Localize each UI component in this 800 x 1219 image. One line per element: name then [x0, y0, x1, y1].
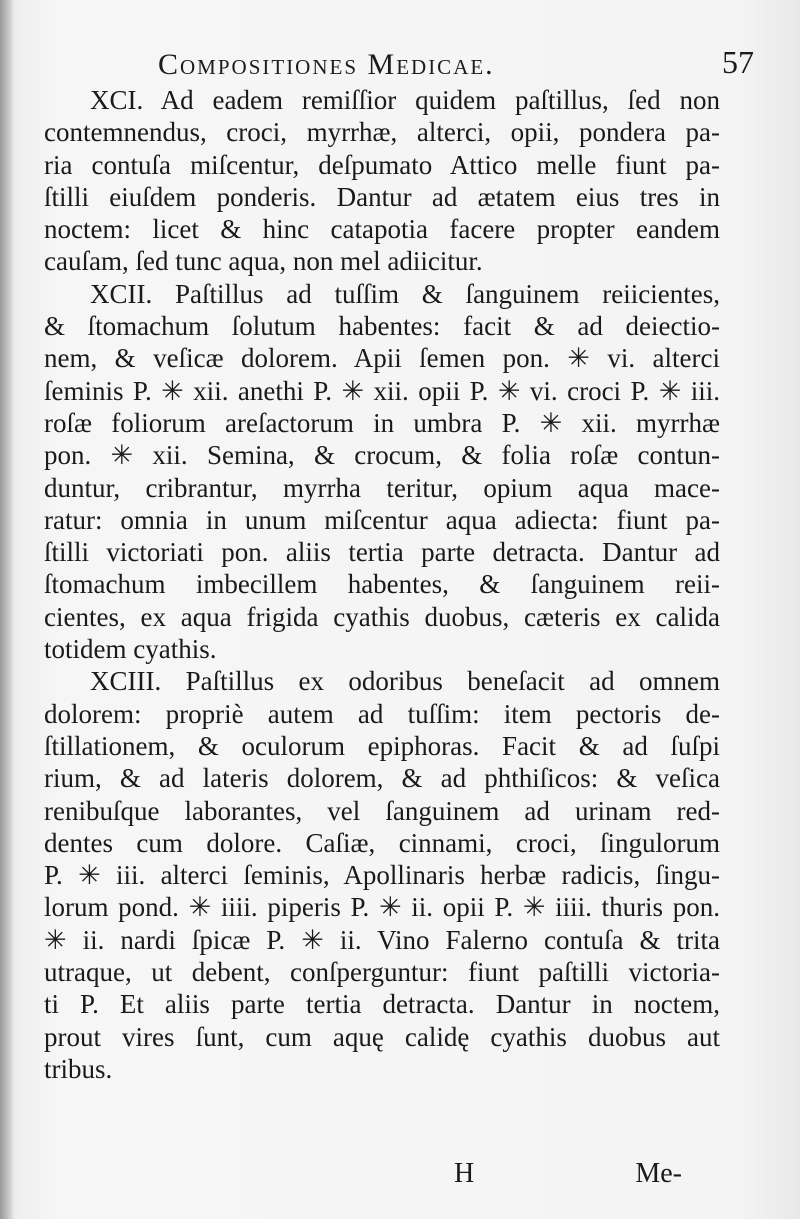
text-line: renibuſque laborantes, vel ſanguinem ad urinam red- — [44, 795, 720, 826]
main-text-block — [44, 84, 720, 1085]
text-line: tribus. — [44, 1053, 113, 1084]
text-line: & ſtomachum ſolutum habentes: facit & ad deiectio- — [44, 311, 720, 342]
text-line: ratur: omnia in unum miſcentur aqua adiecta: fiunt pa- — [44, 504, 720, 535]
text-line: lorum pond. ✳ iiii. piperis P. ✳ ii. opii P. ✳ iiii. thuris pon. — [44, 892, 720, 923]
text-line: ſtomachum imbecillem habentes, & ſanguinem reii- — [44, 569, 720, 600]
text-line: ſtilli eiuſdem ponderis. Dantur ad ætatem eius tres in — [44, 181, 720, 212]
text-line: cientes, ex aqua frigida cyathis duobus, cæteris ex calida — [44, 601, 720, 632]
page-footer — [94, 1158, 682, 1192]
page-header — [40, 42, 760, 82]
text-line: ſtillationem, & oculorum epiphoras. Facit & ad ſuſpi — [44, 730, 720, 761]
text-line: P. ✳ iii. alterci ſeminis, Apollinaris herbæ radicis, ſingu- — [44, 860, 720, 891]
page-number: 57 — [722, 44, 754, 80]
running-title: Compositiones Medicae. — [158, 48, 495, 81]
text-line: XCIII. Paſtillus ex odoribus beneſacit ad omnem — [90, 666, 720, 697]
text-line: dolorem: propriè autem ad tuſſim: item pectoris de- — [44, 698, 720, 729]
gutter-shadow — [0, 0, 14, 1219]
text-line: duntur, cribrantur, myrrha teritur, opium aqua mace- — [44, 472, 720, 503]
text-line: rium, & ad lateris dolorem, & ad phthiſicos: & veſica — [44, 763, 720, 794]
text-line: ſeminis P. ✳ xii. anethi P. ✳ xii. opii P. ✳ vi. croci P. ✳ iii. — [44, 375, 720, 406]
text-line: XCII. Paſtillus ad tuſſim & ſanguinem reiicientes, — [90, 278, 720, 309]
text-line: dentes cum dolore. Caſiæ, cinnami, croci, ſingulorum — [44, 827, 720, 858]
text-line: XCI. Ad eadem remiſſior quidem paſtillus, ſed non — [90, 85, 720, 115]
text-line: ✳ ii. nardi ſpicæ P. ✳ ii. Vino Falerno contuſa & trita — [44, 924, 720, 955]
text-line: cauſam, ſed tunc aqua, non mel adiicitur. — [44, 246, 483, 277]
text-line: utraque, ut debent, conſperguntur: fiunt paſtilli victoria- — [44, 957, 720, 988]
text-line: ſtilli victoriati pon. aliis tertia parte detracta. Dantur ad — [44, 537, 720, 568]
text-line: ria contuſa miſcentur, deſpumato Attico melle fiunt pa- — [44, 149, 720, 180]
text-line: pon. ✳ xii. Semina, & crocum, & folia roſæ contun- — [44, 440, 720, 471]
text-line: ti P. Et aliis parte tertia detracta. Dantur in noctem, — [44, 989, 720, 1020]
text-line: contemnendus, croci, myrrhæ, alterci, opii, pondera pa- — [44, 117, 720, 148]
text-line: nem, & veſicæ dolorem. Apii ſemen pon. ✳ vi. alterci — [44, 343, 720, 374]
text-line: noctem: licet & hinc catapotia facere propter eandem — [44, 214, 720, 245]
signature-mark: H — [454, 1158, 475, 1189]
text-line: totidem cyathis. — [44, 634, 217, 665]
text-line: roſæ foliorum areſactorum in umbra P. ✳ xii. myrrhæ — [44, 407, 720, 438]
catchword: Me- — [635, 1158, 682, 1189]
text-line: prout vires ſunt, cum aquę calidę cyathis duobus aut — [44, 1021, 720, 1052]
